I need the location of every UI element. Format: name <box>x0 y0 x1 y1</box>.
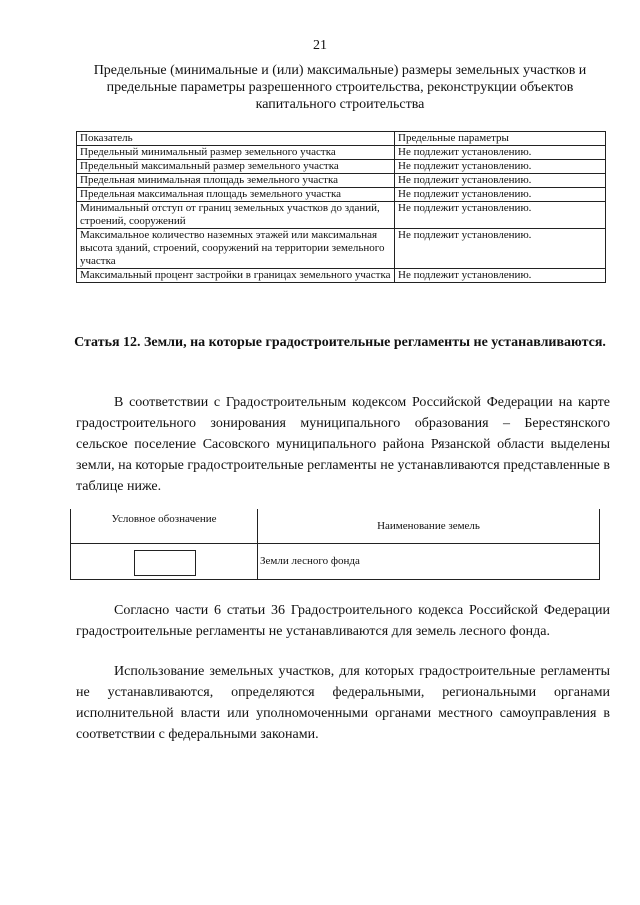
table-header-row <box>77 132 606 146</box>
table-cell: Не подлежит установлению. <box>395 146 606 160</box>
paragraph <box>76 392 610 497</box>
table-cell: Не подлежит установлению. <box>395 174 606 188</box>
article-title: Статья 12. Земли, на которые градостроительные регламенты не устанавливаются. <box>74 335 606 350</box>
page-number: 21 <box>313 38 327 53</box>
table-cell: Не подлежит установлению. <box>395 229 606 269</box>
table-divider <box>71 543 599 544</box>
table-cell: Не подлежит установлению. <box>395 269 606 283</box>
table-cell: Максимальное количество наземных этажей или максимальная высота зданий, строений, сооружений на территории земельного участка <box>77 229 395 269</box>
table-row <box>77 146 606 160</box>
paragraph <box>76 661 610 745</box>
legend-header-name: Наименование земель <box>377 520 480 532</box>
table-cell: Предельная максимальная площадь земельного участка <box>77 188 395 202</box>
table-cell: Предельный максимальный размер земельного участка <box>77 160 395 174</box>
table-row <box>77 174 606 188</box>
legend-header-symbol: Условное обозначение <box>111 513 217 525</box>
table-header-cell: Показатель <box>77 132 395 146</box>
table-cell: Не подлежит установлению. <box>395 160 606 174</box>
table-cell: Минимальный отступ от границ земельных участков до зданий, строений, сооружений <box>77 202 395 229</box>
table-cell: Максимальный процент застройки в границах земельного участка <box>77 269 395 283</box>
parameters-table <box>76 131 606 283</box>
table-header-cell: Предельные параметры <box>395 132 606 146</box>
section-heading: Предельные (минимальные и (или) максимальные) размеры земельных участков и предельные параметры разрешенного строительства, реконструкции объектов капитального строительства <box>93 63 587 112</box>
table-cell: Не подлежит установлению. <box>395 188 606 202</box>
table-cell: Предельный минимальный размер земельного участка <box>77 146 395 160</box>
table-row <box>77 269 606 283</box>
table-cell: Не подлежит установлению. <box>395 202 606 229</box>
paragraph <box>76 600 610 642</box>
table-row <box>77 188 606 202</box>
legend-row-name: Земли лесного фонда <box>260 555 360 567</box>
table-row <box>77 202 606 229</box>
table-row <box>77 229 606 269</box>
legend-symbol-swatch <box>134 550 196 576</box>
legend-table <box>70 509 600 580</box>
paragraph-text: Использование земельных участков, для которых градостроительные регламенты не устанавливаются, определяются федеральными, региональными органами исполнительной власти или уполномоченными органами местного самоуправления в соответствии с федеральными законами. <box>76 664 610 742</box>
paragraph-text: Согласно части 6 статьи 36 Градостроительного кодекса Российской Федерации градостроительные регламенты не устанавливаются для земель лесного фонда. <box>76 603 610 639</box>
table-row <box>77 160 606 174</box>
table-cell: Предельная минимальная площадь земельного участка <box>77 174 395 188</box>
paragraph-text: В соответствии с Градостроительным кодексом Российской Федерации на карте градостроительного зонирования муниципального образования – Берестянского сельское поселение Сасовского муниципального района Рязанской области выделены земли, на которые градостроительные регламенты не устанавливаются представленные в таблице ниже. <box>76 395 610 494</box>
